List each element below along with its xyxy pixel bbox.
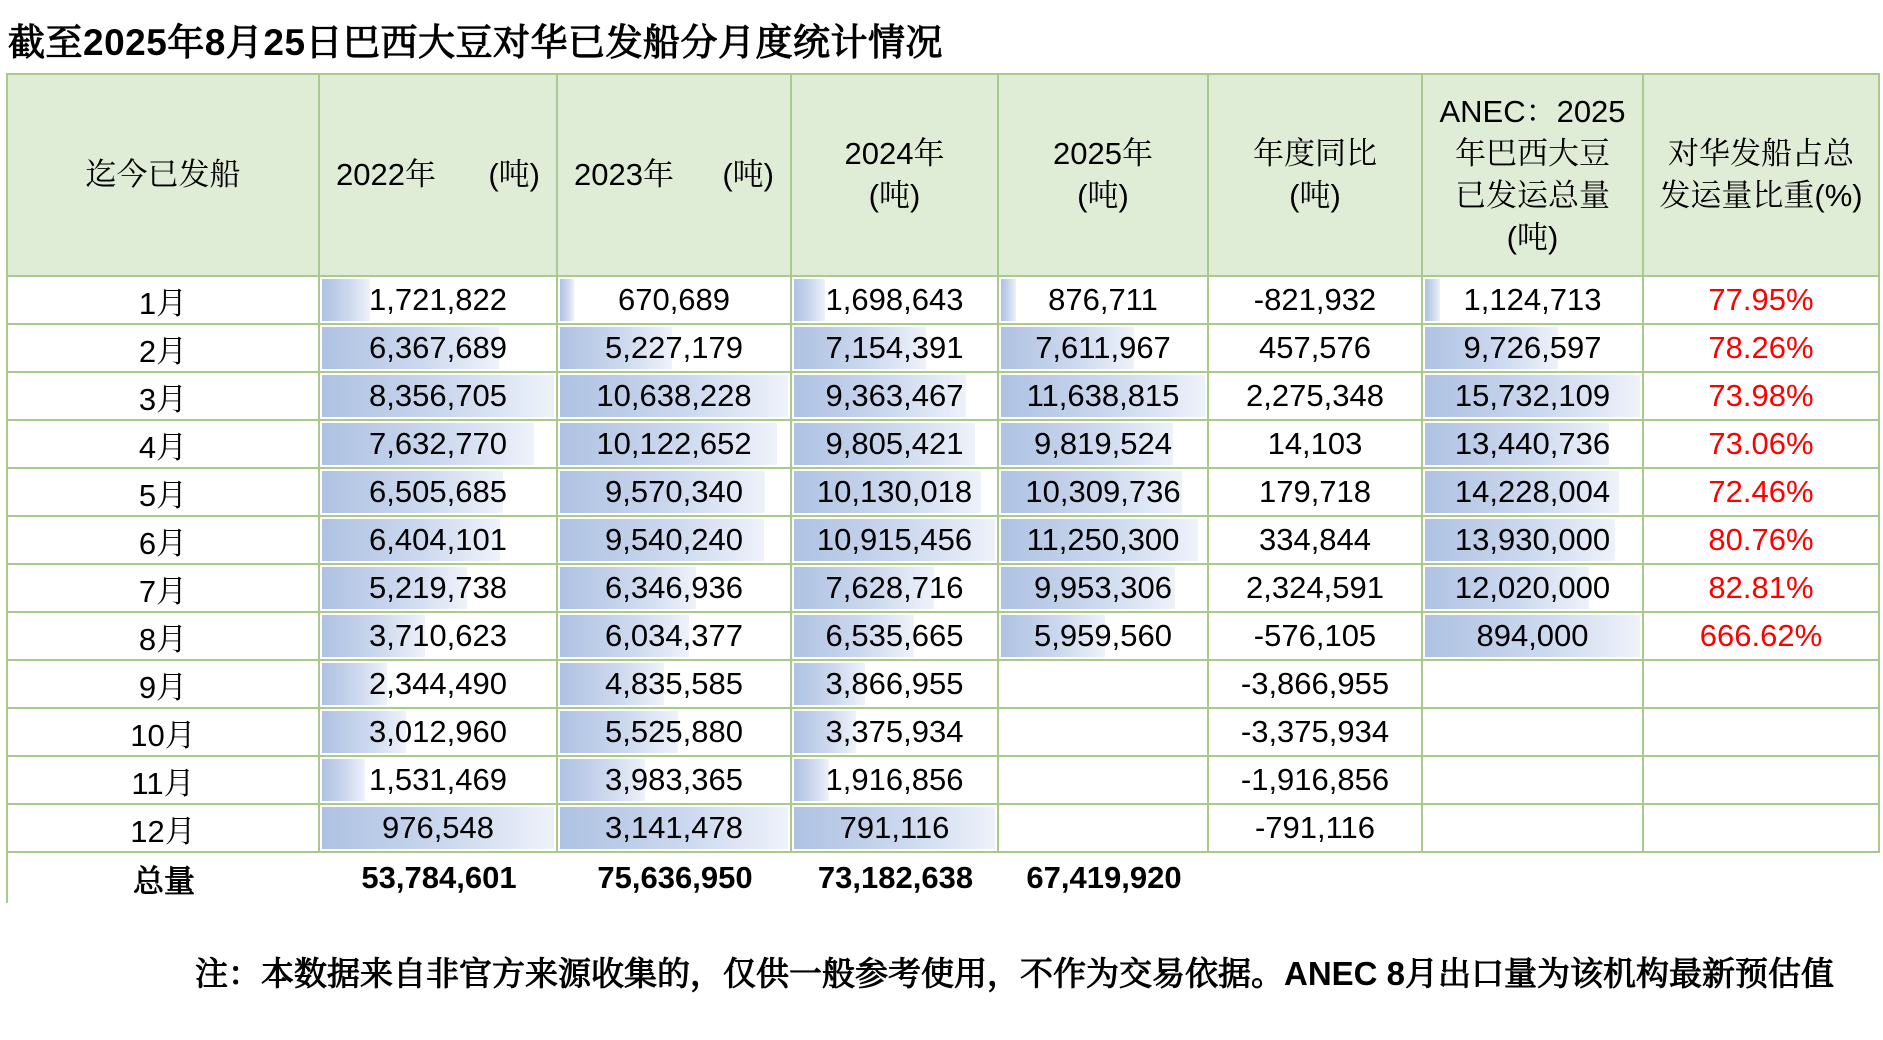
- totals-label: 总量: [133, 863, 195, 899]
- cell-yoy: 14,103: [1209, 421, 1423, 469]
- cell-y2024: 1,916,856: [792, 757, 999, 805]
- cell-y2023: 5,525,880: [558, 709, 792, 757]
- cell-yoy: -3,375,934: [1209, 709, 1423, 757]
- cell-y2023: 6,034,377: [558, 613, 792, 661]
- cell-anec: [1423, 709, 1644, 757]
- table-row: [8, 757, 1880, 805]
- cell-y2022: 1,531,469: [320, 757, 558, 805]
- cell-y2024: 9,805,421: [792, 421, 999, 469]
- data-bar: [1425, 279, 1440, 321]
- cell-yoy: 179,718: [1209, 469, 1423, 517]
- cell-y2023: 10,122,652: [558, 421, 792, 469]
- month-cell: 8月: [8, 613, 320, 661]
- cell-y2022: 976,548: [320, 805, 558, 853]
- total-2025: 67,419,920: [1026, 860, 1182, 895]
- cell-y2022: 1,721,822: [320, 277, 558, 325]
- cell-y2022: 8,356,705: [320, 373, 558, 421]
- cell-anec: 13,930,000: [1423, 517, 1644, 565]
- data-bar: [794, 279, 825, 321]
- cell-share: 82.81%: [1644, 565, 1880, 613]
- month-cell: 7月: [8, 565, 320, 613]
- table-row: [8, 517, 1880, 565]
- cell-share: 73.06%: [1644, 421, 1880, 469]
- cell-y2023: 9,540,240: [558, 517, 792, 565]
- cell-y2025: 11,638,815: [999, 373, 1209, 421]
- header-anec-total: ANEC：2025 年巴西大豆 已发运总量 (吨): [1423, 75, 1644, 277]
- cell-anec: 12,020,000: [1423, 565, 1644, 613]
- cell-y2023: 6,346,936: [558, 565, 792, 613]
- cell-y2023: 5,227,179: [558, 325, 792, 373]
- cell-anec: [1423, 661, 1644, 709]
- footnote: 注：本数据来自非官方来源收集的，仅供一般参考使用，不作为交易依据。ANEC 8月出口量为该机构最新预估值: [195, 955, 1835, 992]
- shipment-table: [6, 73, 1880, 903]
- table-row: [8, 709, 1880, 757]
- cell-yoy: 2,275,348: [1209, 373, 1423, 421]
- cell-y2024: 10,130,018: [792, 469, 999, 517]
- cell-y2022: 3,012,960: [320, 709, 558, 757]
- cell-y2022: 3,710,623: [320, 613, 558, 661]
- cell-y2023: 10,638,228: [558, 373, 792, 421]
- header-month: 迄今已发船: [8, 75, 320, 277]
- month-cell: 11月: [8, 757, 320, 805]
- cell-yoy: -791,116: [1209, 805, 1423, 853]
- totals-row: [8, 853, 1880, 903]
- table-row: [8, 373, 1880, 421]
- cell-share: 78.26%: [1644, 325, 1880, 373]
- cell-yoy: 457,576: [1209, 325, 1423, 373]
- cell-share: 77.95%: [1644, 277, 1880, 325]
- month-cell: 10月: [8, 709, 320, 757]
- cell-share: 666.62%: [1644, 613, 1880, 661]
- cell-y2025: [999, 805, 1209, 853]
- cell-y2025: [999, 661, 1209, 709]
- cell-yoy: -3,866,955: [1209, 661, 1423, 709]
- cell-y2022: 7,632,770: [320, 421, 558, 469]
- data-bar: [794, 759, 829, 801]
- cell-yoy: 2,324,591: [1209, 565, 1423, 613]
- cell-y2023: 670,689: [558, 277, 792, 325]
- cell-anec: 894,000: [1423, 613, 1644, 661]
- cell-y2022: 5,219,738: [320, 565, 558, 613]
- cell-y2024: 3,375,934: [792, 709, 999, 757]
- month-cell: 1月: [8, 277, 320, 325]
- cell-anec: 14,228,004: [1423, 469, 1644, 517]
- header-2022: 2022年 (吨): [320, 75, 558, 277]
- cell-y2024: 10,915,456: [792, 517, 999, 565]
- table-row: [8, 277, 1880, 325]
- cell-share: [1644, 661, 1880, 709]
- table-header-row: [8, 75, 1880, 277]
- table-row: [8, 661, 1880, 709]
- cell-share: 80.76%: [1644, 517, 1880, 565]
- cell-yoy: -821,932: [1209, 277, 1423, 325]
- total-2023: 75,636,950: [597, 860, 753, 895]
- cell-y2022: 6,367,689: [320, 325, 558, 373]
- month-cell: 6月: [8, 517, 320, 565]
- cell-share: 73.98%: [1644, 373, 1880, 421]
- cell-yoy: -576,105: [1209, 613, 1423, 661]
- page-title: 截至2025年8月25日巴西大豆对华已发船分月度统计情况: [8, 22, 944, 63]
- total-2024: 73,182,638: [817, 860, 974, 895]
- data-bar: [322, 279, 370, 321]
- data-bar: [1001, 279, 1016, 321]
- cell-y2025: 9,819,524: [999, 421, 1209, 469]
- month-cell: 9月: [8, 661, 320, 709]
- table-body: [8, 277, 1880, 853]
- table-row: [8, 325, 1880, 373]
- cell-y2024: 7,628,716: [792, 565, 999, 613]
- cell-share: 72.46%: [1644, 469, 1880, 517]
- table-row: [8, 613, 1880, 661]
- header-share: 对华发船占总 发运量比重(%): [1644, 75, 1880, 277]
- cell-y2022: 2,344,490: [320, 661, 558, 709]
- cell-y2025: 11,250,300: [999, 517, 1209, 565]
- cell-y2022: 6,404,101: [320, 517, 558, 565]
- cell-y2025: 7,611,967: [999, 325, 1209, 373]
- cell-y2024: 1,698,643: [792, 277, 999, 325]
- cell-y2024: 7,154,391: [792, 325, 999, 373]
- cell-y2025: [999, 709, 1209, 757]
- cell-y2024: 3,866,955: [792, 661, 999, 709]
- month-cell: 12月: [8, 805, 320, 853]
- cell-y2023: 9,570,340: [558, 469, 792, 517]
- table-row: [8, 565, 1880, 613]
- header-2024: 2024年 (吨): [792, 75, 999, 277]
- cell-y2025: 10,309,736: [999, 469, 1209, 517]
- cell-y2024: 791,116: [792, 805, 999, 853]
- cell-y2023: 3,983,365: [558, 757, 792, 805]
- data-bar: [560, 279, 574, 321]
- data-bar: [322, 759, 365, 801]
- cell-share: [1644, 805, 1880, 853]
- cell-yoy: -1,916,856: [1209, 757, 1423, 805]
- cell-y2024: 9,363,467: [792, 373, 999, 421]
- table-row: [8, 469, 1880, 517]
- cell-anec: 13,440,736: [1423, 421, 1644, 469]
- cell-y2025: [999, 757, 1209, 805]
- cell-y2022: 6,505,685: [320, 469, 558, 517]
- cell-share: [1644, 709, 1880, 757]
- month-cell: 4月: [8, 421, 320, 469]
- table-row: [8, 421, 1880, 469]
- cell-anec: 1,124,713: [1423, 277, 1644, 325]
- cell-y2025: 9,953,306: [999, 565, 1209, 613]
- total-2022: 53,784,601: [361, 860, 517, 895]
- cell-y2023: 3,141,478: [558, 805, 792, 853]
- month-cell: 2月: [8, 325, 320, 373]
- month-cell: 3月: [8, 373, 320, 421]
- cell-anec: [1423, 805, 1644, 853]
- cell-y2024: 6,535,665: [792, 613, 999, 661]
- header-2025: 2025年 (吨): [999, 75, 1209, 277]
- cell-anec: [1423, 757, 1644, 805]
- cell-share: [1644, 757, 1880, 805]
- header-yoy: 年度同比 (吨): [1209, 75, 1423, 277]
- cell-y2025: 5,959,560: [999, 613, 1209, 661]
- month-cell: 5月: [8, 469, 320, 517]
- cell-y2025: 876,711: [999, 277, 1209, 325]
- cell-yoy: 334,844: [1209, 517, 1423, 565]
- cell-anec: 9,726,597: [1423, 325, 1644, 373]
- header-2023: 2023年 (吨): [558, 75, 792, 277]
- cell-anec: 15,732,109: [1423, 373, 1644, 421]
- cell-y2023: 4,835,585: [558, 661, 792, 709]
- table-row: [8, 805, 1880, 853]
